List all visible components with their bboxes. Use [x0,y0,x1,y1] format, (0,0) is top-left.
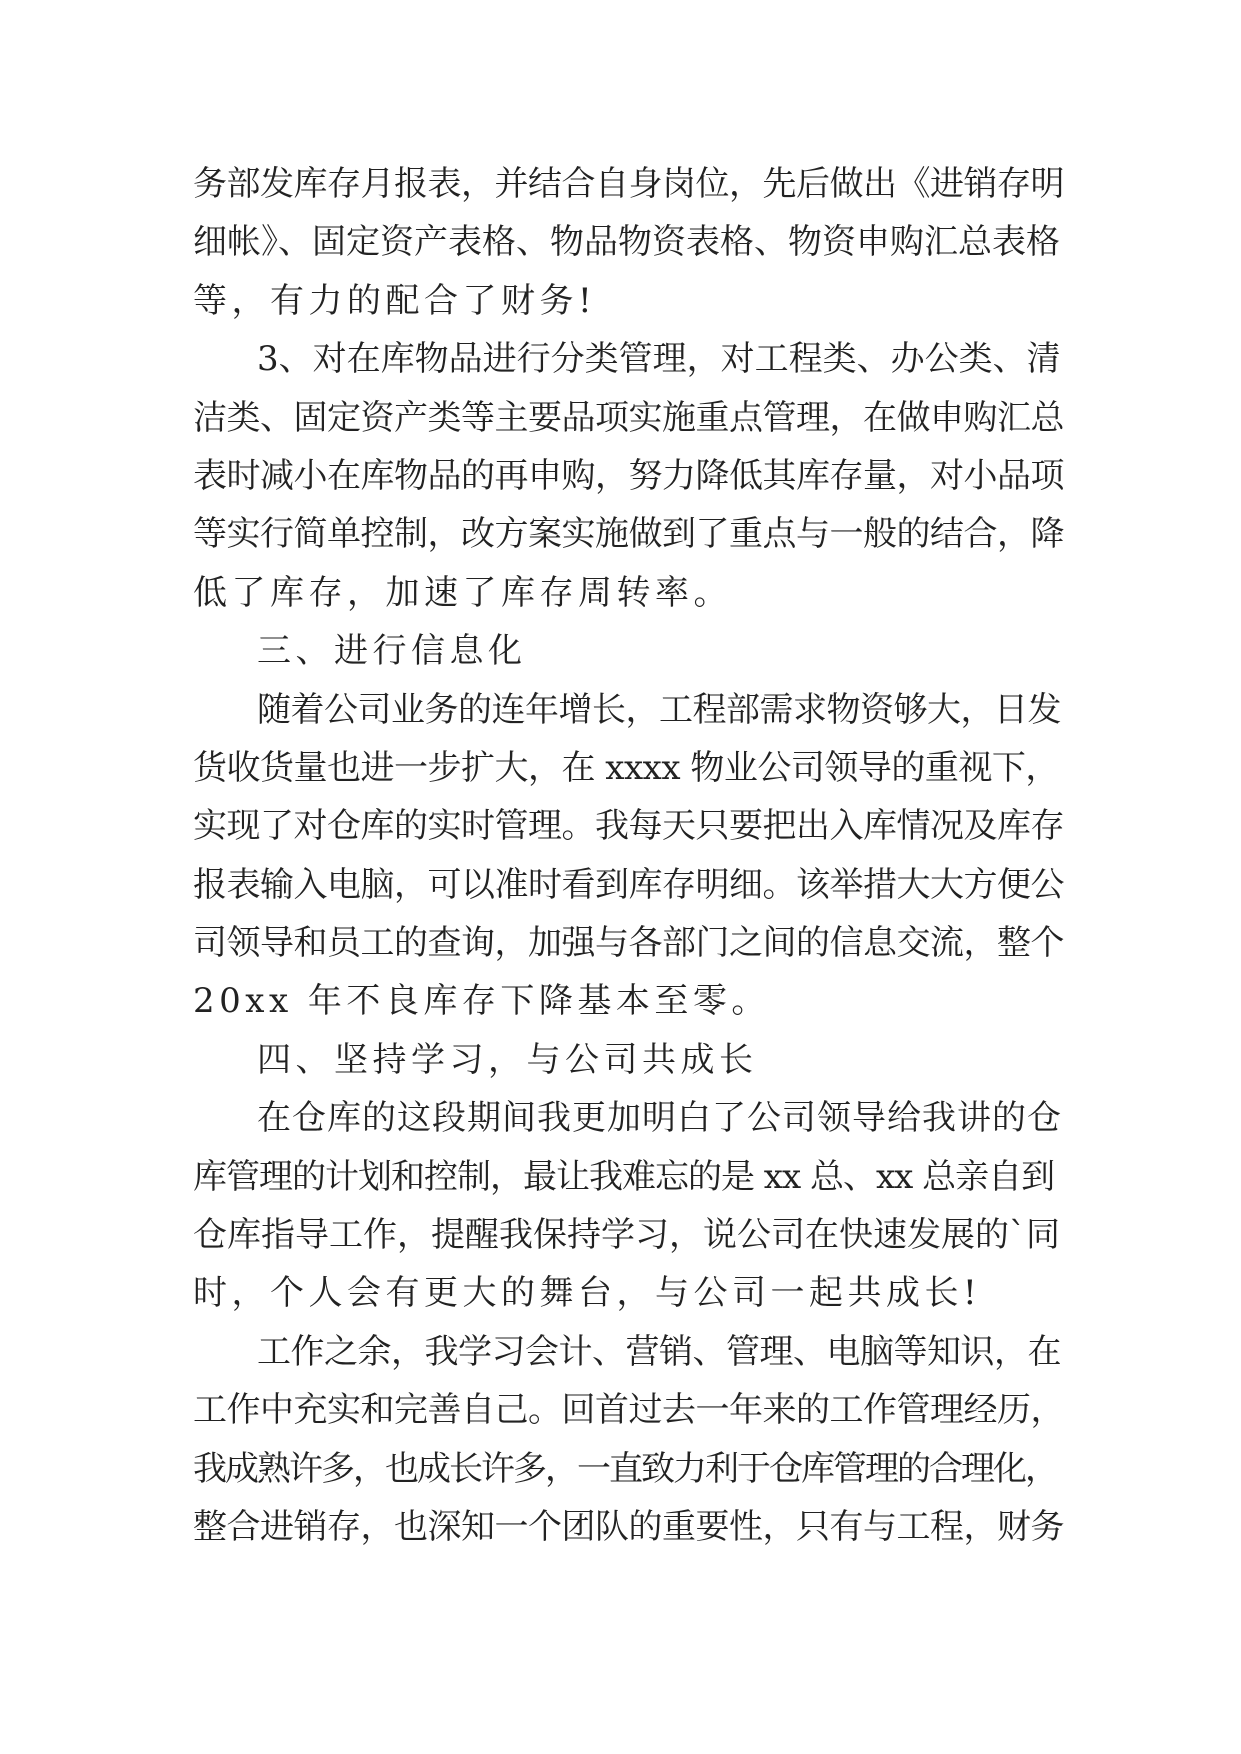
text-line: 货收货量也进一步扩大，在 xxxx 物业公司领导的重视下， [193,747,1059,788]
text-line: 随着公司业务的连年增长，工程部需求物资够大，日发 [257,689,1061,730]
text-line: 实现了对仓库的实时管理。我每天只要把出入库情况及库存 [193,806,1064,847]
text-line: 工作中充实和完善自己。回首过去一年来的工作管理经历， [193,1390,1064,1431]
text-line: 3、对在库物品进行分类管理，对工程类、办公类、清 [257,339,1061,380]
text-line: 库管理的计划和控制，最让我难忘的是 xx 总、xx 总亲自到 [193,1156,1055,1197]
text-line: 报表输入电脑，可以准时看到库存明细。该举措大大方便公 [193,864,1064,905]
text-line: 务部发库存月报表，并结合自身岗位，先后做出《进销存明 [193,164,1064,204]
text-line: 细帐》、固定资产表格、物品物资表格、物资申购汇总表格 [193,222,1060,263]
text-line: 工作之余，我学习会计、营销、管理、电脑等知识，在 [257,1331,1061,1372]
text-line: 等实行简单控制，改方案实施做到了重点与一般的结合，降 [193,514,1064,555]
text-line: 表时减小在库物品的再申购，努力降低其库存量，对小品项 [193,455,1064,496]
text-line: 等，有力的配合了财务! [193,280,597,321]
text-line: 仓库指导工作，提醒我保持学习，说公司在快速发展的`同 [193,1215,1060,1256]
text-line: 司领导和员工的查询，加强与各部门之间的信息交流，整个 [193,923,1064,964]
text-line: 整合进销存，也深知一个团队的重要性，只有与工程，财务 [193,1506,1064,1547]
text-line: 时，个人会有更大的舞台，与公司一起共成长! [193,1273,982,1314]
section-heading: 四、坚持学习，与公司共成长 [257,1039,758,1080]
text-line: 我成熟许多，也成长许多，一直致力利于仓库管理的合理化， [193,1448,1057,1489]
document-body [193,155,1063,1556]
text-line: 20xx 年不良库存下降基本至零。 [193,981,770,1022]
text-line: 洁类、固定资产类等主要品项实施重点管理，在做申购汇总 [193,397,1064,438]
text-line: 在仓库的这段期间我更加明白了公司领导给我讲的仓 [257,1098,1062,1139]
section-heading: 三、进行信息化 [257,631,527,672]
text-line: 低了库存，加速了库存周转率。 [193,572,732,613]
